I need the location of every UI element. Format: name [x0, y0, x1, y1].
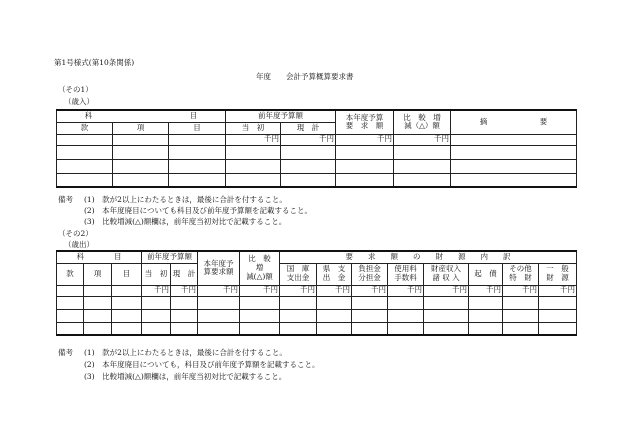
source-other — [503, 263, 539, 285]
notes2-item-1: (1) 款が2以上にわたるときは，最後に合計を付すること。 — [84, 348, 287, 357]
part2-label: （その2） — [58, 229, 93, 238]
source-label-l1: 使用料 — [394, 264, 417, 274]
source-label-l1: その他 — [509, 264, 532, 274]
cell[interactable] — [142, 296, 171, 309]
cell[interactable] — [424, 309, 469, 322]
source-label-l1: 負担金 — [358, 264, 381, 274]
unit-label: 千円 — [317, 285, 352, 296]
source-label-l2: 諸 収 入 — [432, 273, 460, 282]
header-kou: 項 — [113, 122, 169, 134]
header-request-l2: 要 求 額 — [345, 121, 384, 131]
cell[interactable] — [57, 322, 84, 335]
part1-label: （その1） — [58, 85, 93, 94]
unit-label: 千円 — [171, 285, 198, 296]
cell[interactable] — [317, 296, 352, 309]
cell[interactable] — [388, 296, 424, 309]
cell[interactable] — [388, 322, 424, 335]
cell[interactable] — [336, 159, 394, 173]
header-moku: 目 — [112, 263, 142, 285]
source-label-l2: 支出金 — [286, 273, 310, 282]
cell[interactable] — [388, 309, 424, 322]
notes2-item-3: (3) 比較増減(△)額欄は，前年度当初対比で記載すること。 — [84, 372, 287, 381]
cell[interactable] — [240, 296, 280, 309]
header-diff-l2: 減（△）額 — [404, 121, 440, 131]
cell[interactable] — [451, 173, 577, 187]
cell[interactable] — [539, 309, 577, 322]
cell[interactable] — [352, 322, 388, 335]
cell[interactable] — [57, 159, 113, 173]
cell[interactable] — [424, 296, 469, 309]
cell[interactable] — [171, 296, 198, 309]
notes1-item-3: (3) 比較増減(△)額欄は，前年度当初対比で記載すること。 — [84, 217, 287, 226]
table-row — [57, 296, 577, 309]
table-row — [57, 159, 577, 173]
unit-label: 千円 — [280, 285, 317, 296]
source-label-l1: 国 庫 — [286, 264, 310, 274]
cell[interactable] — [451, 134, 577, 145]
header-request-l1: 本年度予算 — [345, 112, 384, 122]
unit-label: 千円 — [240, 285, 280, 296]
header-diff-l2: 減(△)額 — [246, 271, 273, 281]
header-diff-l1: 比 較 増 — [248, 254, 279, 272]
notes1-item-2: (2) 本年度廃目についても科目及び前年度予算額を記載すること。 — [84, 206, 312, 215]
cell[interactable] — [451, 145, 577, 159]
cell[interactable] — [281, 173, 336, 187]
cell[interactable] — [451, 159, 577, 173]
cell[interactable] — [352, 296, 388, 309]
cell[interactable] — [171, 309, 198, 322]
cell[interactable] — [84, 309, 112, 322]
cell[interactable] — [226, 159, 281, 173]
cell[interactable] — [469, 309, 503, 322]
cell[interactable] — [57, 296, 84, 309]
header-source-breakdown: 要 求 額 の 財 源 内 訳 — [280, 251, 577, 263]
cell[interactable] — [113, 145, 169, 159]
cell[interactable] — [539, 322, 577, 335]
cell[interactable] — [503, 309, 539, 322]
cell[interactable] — [113, 134, 169, 145]
cell[interactable] — [240, 322, 280, 335]
header-prev-budget: 前年度予算額 — [142, 251, 198, 263]
cell[interactable] — [112, 285, 142, 296]
cell[interactable] — [394, 173, 451, 187]
cell[interactable] — [169, 173, 226, 187]
revenue-table — [56, 109, 577, 188]
unit-row — [57, 285, 577, 296]
header-kan: 款 — [57, 122, 113, 134]
cell[interactable] — [84, 322, 112, 335]
cell[interactable] — [57, 309, 84, 322]
cell[interactable] — [198, 296, 240, 309]
header-request-l2: 算要求額 — [203, 267, 234, 277]
cell[interactable] — [198, 309, 240, 322]
header-kamoku: 科 目 — [57, 110, 226, 122]
cell[interactable] — [113, 159, 169, 173]
cell[interactable] — [112, 309, 142, 322]
header-prev-budget: 前年度予算額 — [226, 110, 336, 122]
source-bond: 起 債 — [469, 263, 503, 285]
source-label-l2: 財 源 — [546, 273, 569, 282]
cell[interactable] — [503, 322, 539, 335]
cell[interactable] — [240, 309, 280, 322]
source-property — [424, 263, 469, 285]
header-initial: 当 初 — [226, 122, 281, 134]
source-label-l1: 財産収入 — [431, 264, 461, 274]
cell[interactable] — [169, 134, 226, 145]
header-request — [336, 110, 394, 134]
cell[interactable] — [469, 322, 503, 335]
cell[interactable] — [336, 145, 394, 159]
cell[interactable] — [281, 159, 336, 173]
unit-label: 千円 — [352, 285, 388, 296]
cell[interactable] — [280, 309, 317, 322]
cell[interactable] — [57, 173, 113, 187]
source-label-l1: 一 般 — [546, 264, 569, 274]
form-number: 第1号様式(第10条関係) — [54, 58, 135, 67]
header-remarks: 摘 要 — [451, 110, 577, 134]
cell[interactable] — [281, 145, 336, 159]
cell[interactable] — [394, 159, 451, 173]
header-current: 現 計 — [281, 122, 336, 134]
unit-label: 千円 — [142, 285, 171, 296]
header-initial: 当 初 — [142, 263, 171, 285]
header-moku: 目 — [169, 122, 226, 134]
header-diff — [394, 110, 451, 134]
cell[interactable] — [57, 285, 84, 296]
cell[interactable] — [469, 296, 503, 309]
page-title: 年度 会計予算概算要求書 — [256, 72, 354, 81]
cell[interactable] — [539, 296, 577, 309]
table-row — [57, 173, 577, 187]
source-label-l2: 分担金 — [358, 273, 381, 282]
table-row — [57, 322, 577, 335]
cell[interactable] — [394, 145, 451, 159]
header-request — [198, 251, 240, 285]
unit-label: 千円 — [336, 134, 394, 145]
cell[interactable] — [280, 322, 317, 335]
cell[interactable] — [113, 173, 169, 187]
unit-label: 千円 — [503, 285, 539, 296]
part1-sublabel: （歳入） — [64, 97, 94, 106]
cell[interactable] — [198, 322, 240, 335]
cell[interactable] — [57, 145, 113, 159]
cell[interactable] — [142, 322, 171, 335]
table-row — [57, 309, 577, 322]
cell[interactable] — [112, 322, 142, 335]
header-current: 現 計 — [171, 263, 198, 285]
unit-label: 千円 — [281, 134, 336, 145]
notes2-item-2: (2) 本年度廃目についても，科目及び前年度予算額を記載すること。 — [84, 360, 320, 369]
notes1-label: 備考 — [58, 195, 73, 204]
cell[interactable] — [280, 296, 317, 309]
cell[interactable] — [424, 322, 469, 335]
cell[interactable] — [169, 159, 226, 173]
unit-label: 千円 — [226, 134, 281, 145]
unit-label: 千円 — [424, 285, 469, 296]
cell[interactable] — [317, 322, 352, 335]
unit-label: 千円 — [539, 285, 577, 296]
cell[interactable] — [503, 296, 539, 309]
cell[interactable] — [352, 309, 388, 322]
source-general — [539, 263, 577, 285]
unit-label: 千円 — [198, 285, 240, 296]
unit-label: 千円 — [394, 134, 451, 145]
header-diff — [240, 251, 280, 285]
cell[interactable] — [169, 145, 226, 159]
cell[interactable] — [84, 296, 112, 309]
source-burden — [352, 263, 388, 285]
cell[interactable] — [336, 173, 394, 187]
notes2-label: 備考 — [58, 348, 73, 357]
cell[interactable] — [57, 134, 113, 145]
table-row — [57, 145, 577, 159]
header-kou: 項 — [84, 263, 112, 285]
unit-label: 千円 — [388, 285, 424, 296]
header-kan: 款 — [57, 263, 84, 285]
source-label-l2: 特 財 — [509, 273, 532, 282]
cell[interactable] — [171, 322, 198, 335]
source-label-l2: 出 金 — [322, 273, 346, 282]
notes1-item-1: (1) 款が2以上にわたるときは，最後に合計を付すること。 — [84, 195, 287, 204]
expenditure-table — [56, 250, 577, 336]
cell[interactable] — [142, 309, 171, 322]
cell[interactable] — [226, 173, 281, 187]
source-label-l1: 県 支 — [322, 264, 346, 274]
part2-sublabel: （歳出） — [64, 240, 94, 249]
header-request-l1: 本年度予 — [203, 258, 234, 268]
cell[interactable] — [112, 296, 142, 309]
source-national — [280, 263, 317, 285]
unit-label: 千円 — [469, 285, 503, 296]
header-kamoku: 科 目 — [57, 251, 142, 263]
cell[interactable] — [226, 145, 281, 159]
source-fees — [388, 263, 424, 285]
source-label-l2: 手数料 — [394, 273, 417, 282]
header-diff-l1: 比 較 増 — [403, 112, 441, 122]
unit-row — [57, 134, 577, 145]
cell[interactable] — [84, 285, 112, 296]
source-prefecture — [317, 263, 352, 285]
cell[interactable] — [317, 309, 352, 322]
